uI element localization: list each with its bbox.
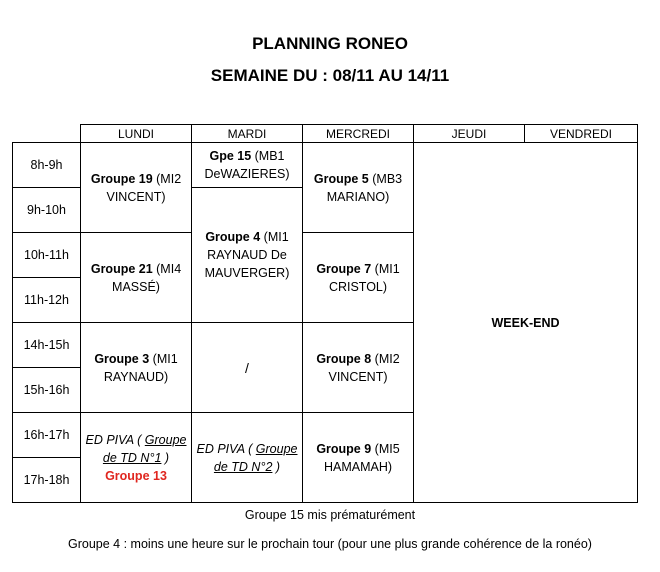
planning-table (12, 124, 638, 503)
td-group-link[interactable]: Groupe (255, 441, 298, 456)
group-teacher: MARIANO) (326, 189, 390, 204)
group-teacher: HAMAMAH) (323, 459, 393, 474)
group-teacher: MASSÉ) (112, 279, 160, 294)
group-room: (MI1 (371, 261, 400, 276)
day-header-vendredi: VENDREDI (525, 125, 638, 143)
ed-close: ) (161, 450, 170, 465)
time-label: 9h-10h (13, 188, 81, 233)
group-teacher: CRISTOL) (328, 279, 388, 294)
group-room: (MI1 (260, 230, 289, 244)
cell-lundi-3 (81, 323, 192, 413)
ed-label: ED PIVA ( (85, 432, 142, 447)
day-header-mardi: MARDI (192, 125, 303, 143)
group-name: Groupe 19 (90, 171, 153, 186)
cell-mardi-2 (192, 188, 303, 323)
day-header-jeudi: JEUDI (414, 125, 525, 143)
group-name: Groupe 3 (94, 351, 150, 366)
group-name: Groupe 21 (90, 261, 153, 276)
group-teacher: RAYNAUD) (103, 369, 169, 384)
cell-mardi-1 (192, 143, 303, 188)
cell-mercredi-1 (303, 143, 414, 233)
group-13-label: Groupe 13 (105, 468, 167, 483)
cell-weekend (414, 143, 638, 503)
day-header-lundi: LUNDI (81, 125, 192, 143)
time-label: 16h-17h (13, 413, 81, 458)
time-label: 15h-16h (13, 368, 81, 413)
cell-mercredi-4 (303, 413, 414, 503)
td-group-link-cont[interactable]: de TD N°1 (102, 450, 162, 465)
empty-slash: / (245, 359, 249, 376)
group-name: Gpe 15 (209, 149, 252, 163)
group-room: (MI1 (149, 351, 178, 366)
time-label: 14h-15h (13, 323, 81, 368)
ed-close: ) (272, 459, 281, 474)
group-teacher: VINCENT) (328, 369, 388, 384)
page-subtitle: SEMAINE DU : 08/11 AU 14/11 (210, 66, 450, 85)
group-room: (MB1 (251, 149, 285, 163)
cell-mardi-4 (192, 413, 303, 503)
group-name: Groupe 9 (316, 441, 372, 456)
cell-lundi-1 (81, 143, 192, 233)
group-teacher: VINCENT) (106, 189, 166, 204)
day-header-mercredi: MERCREDI (303, 125, 414, 143)
group-name: Groupe 4 (205, 230, 261, 244)
time-label: 17h-18h (13, 458, 81, 503)
cell-mardi-3 (192, 323, 303, 413)
ed-label: ED PIVA ( (196, 441, 253, 456)
header-row (13, 125, 638, 143)
time-row (13, 143, 638, 188)
cell-mercredi-2 (303, 233, 414, 323)
group-room: (MI5 (371, 441, 400, 456)
time-label: 8h-9h (13, 143, 81, 188)
group-room: (MI2 (152, 171, 182, 186)
time-label: 10h-11h (13, 233, 81, 278)
td-group-link-cont[interactable]: de TD N°2 (213, 459, 273, 474)
group-name: Groupe 7 (316, 261, 372, 276)
td-group-link[interactable]: Groupe (144, 432, 187, 447)
page-title: PLANNING RONEO (252, 34, 408, 53)
note-group-15: Groupe 15 mis prématurément (244, 508, 416, 522)
group-teacher: DeWAZIERES) (204, 167, 290, 181)
group-teacher: RAYNAUD De (207, 248, 287, 262)
group-name: Groupe 8 (316, 351, 372, 366)
cell-lundi-2 (81, 233, 192, 323)
note-group-4: Groupe 4 : moins une heure sur le prochain tour (pour une plus grande cohérence de la ronéo) (68, 537, 592, 551)
group-room: (MI4 (152, 261, 182, 276)
group-name: Groupe 5 (313, 171, 369, 186)
group-room: (MB3 (368, 171, 403, 186)
group-room: (MI2 (371, 351, 400, 366)
cell-lundi-4 (81, 413, 192, 503)
time-label: 11h-12h (13, 278, 81, 323)
corner-cell (13, 125, 81, 143)
group-teacher-cont: MAUVERGER) (204, 266, 290, 280)
weekend-label: WEEK-END (491, 315, 560, 330)
cell-mercredi-3 (303, 323, 414, 413)
